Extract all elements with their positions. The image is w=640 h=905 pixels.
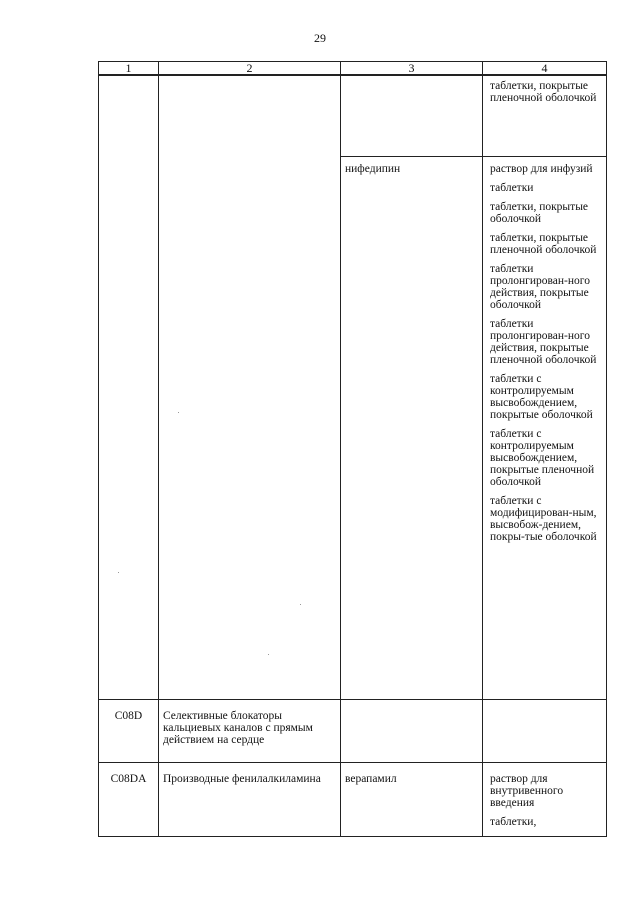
dosage-form: таблетки, покрытые пленочной оболочкой [490, 232, 597, 256]
forms-cell [483, 700, 607, 763]
column-header-4: 4 [483, 62, 607, 76]
group-cell [159, 75, 341, 700]
forms-cell [483, 157, 607, 700]
group-cell: Селективные блокаторы кальциевых каналов с прямым действием на сердце [159, 700, 341, 763]
scan-speck [118, 572, 119, 573]
column-header-1: 1 [99, 62, 159, 76]
dosage-form: таблетки с контролируемым высвобождением, покрытые оболочкой [490, 373, 593, 421]
column-header-3: 3 [341, 62, 483, 76]
group-cell: Производные фенилалкиламина [159, 763, 341, 837]
code-cell: C08DA [99, 763, 159, 837]
drug-cell: верапамил [341, 763, 483, 837]
drug-cell: нифедипин [341, 157, 483, 700]
column-header-2: 2 [159, 62, 341, 76]
dosage-form: таблетки [490, 182, 534, 194]
scan-speck [178, 412, 179, 413]
code-cell: C08D [99, 700, 159, 763]
forms-cell [483, 75, 607, 157]
forms-cell [483, 763, 607, 837]
dosage-form: раствор для инфузий [490, 163, 593, 175]
dosage-form: таблетки, покрытые оболочкой [490, 201, 589, 225]
table-row [99, 763, 607, 837]
scan-speck [300, 604, 301, 605]
dosage-form: таблетки, покрытые пленочной оболочкой [490, 80, 597, 104]
code-cell [99, 75, 159, 700]
dosage-form: таблетки с модифицирован-ным, высвобож-дением, покры-тые оболочкой [490, 495, 597, 543]
drug-cell [341, 700, 483, 763]
dosage-form: таблетки с контролируемым высвобождением, покрытые пленочной оболочкой [490, 428, 595, 488]
table-header [99, 62, 607, 76]
table-row [99, 700, 607, 763]
dosage-form-list [487, 773, 602, 828]
dosage-form: раствор для внутривенного введения [490, 773, 564, 809]
dosage-form: таблетки пролонгирован-ного действия, покрытые пленочной оболочкой [490, 318, 597, 366]
page-number: 29 [314, 31, 326, 45]
drug-cell [341, 75, 483, 157]
table-row [99, 75, 607, 157]
dosage-form: таблетки пролонгирован-ного действия, покрытые оболочкой [490, 263, 590, 311]
dosage-form: таблетки, [490, 816, 537, 828]
dosage-form-list [487, 80, 602, 104]
dosage-form-list [487, 163, 602, 543]
scan-speck [268, 654, 269, 655]
drug-table [98, 61, 607, 837]
